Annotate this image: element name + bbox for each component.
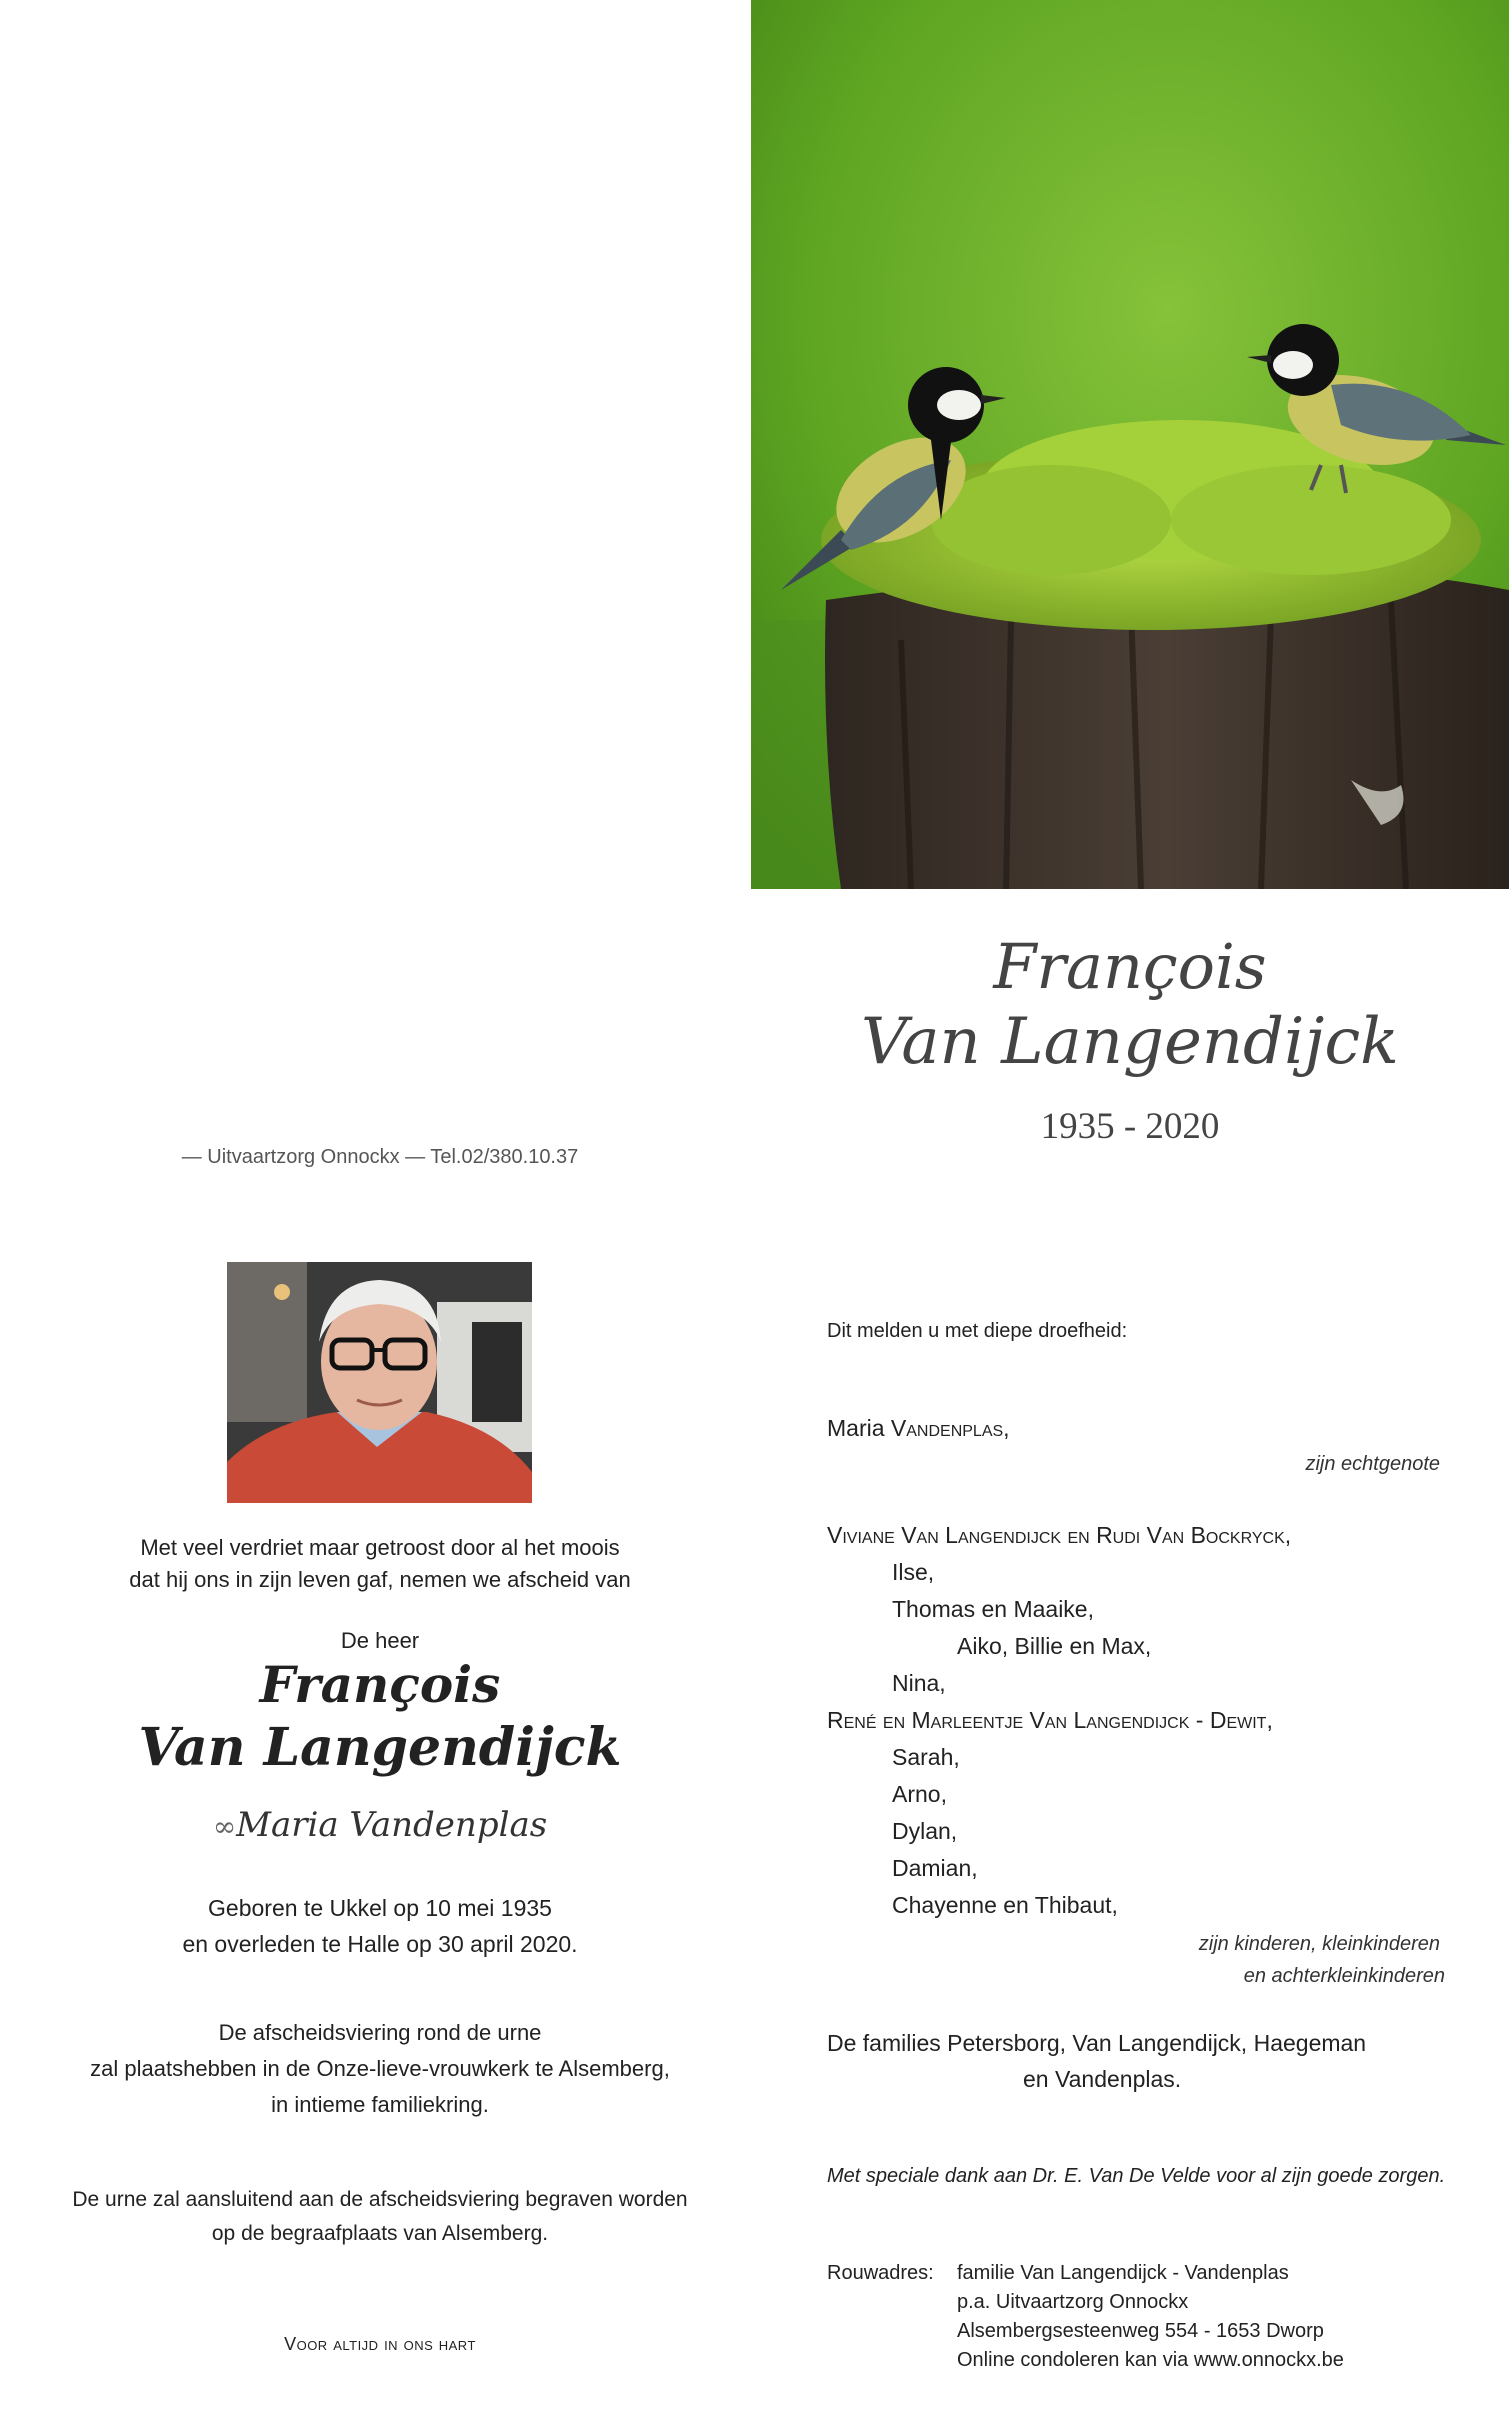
cover-years: 1935 - 2020 xyxy=(1040,1106,1220,1147)
honorific: De heer xyxy=(340,1628,420,1653)
ceremony-line-1: De afscheidsviering rond de urne xyxy=(218,2020,542,2045)
forever-in-our-hearts: Voor altijd in ons hart xyxy=(284,2334,476,2354)
family-line: Dylan, xyxy=(892,1818,958,1844)
burial-text xyxy=(40,2183,720,2251)
families-line-1: De families Petersborg, Van Langendijck, Haegeman xyxy=(827,2030,1367,2056)
family-line: Nina, xyxy=(892,1670,946,1696)
wedding-rings-icon: ∞ xyxy=(212,1810,237,1843)
inner-last-name: Van Langendijck xyxy=(138,1717,622,1778)
burial-line-1: De urne zal aansluitend aan de afscheidsviering begraven worden xyxy=(72,2188,688,2211)
funeral-home-credit: — Uitvaartzorg Onnockx — Tel.02/380.10.37 xyxy=(181,1146,579,1168)
address-line-4: Online condoleren kan via www.onnockx.be xyxy=(957,2349,1344,2371)
portrait-photo xyxy=(227,1262,532,1503)
ceremony-line-2: zal plaatshebben in de Onze-lieve-vrouwkerk te Alsemberg, xyxy=(90,2056,670,2081)
family-line: Chayenne en Thibaut, xyxy=(892,1892,1118,1918)
burial-line-2: op de begraafplaats van Alsemberg. xyxy=(211,2222,549,2245)
spouse-first-name: Maria xyxy=(827,1415,891,1441)
cover-photo xyxy=(751,0,1509,889)
family-line: Viviane Van Langendijck en Rudi Van Bockryck, xyxy=(827,1522,1292,1548)
spouse-role: zijn echtgenote xyxy=(1305,1453,1440,1475)
ceremony-line-3: in intieme familiekring. xyxy=(271,2092,489,2117)
portrait-illustration xyxy=(227,1262,532,1503)
family-line: Arno, xyxy=(892,1781,947,1807)
death-line: en overleden te Halle op 30 april 2020. xyxy=(182,1931,578,1957)
family-role-line-1: zijn kinderen, kleinkinderen xyxy=(1198,1933,1440,1955)
family-role-line-2: en achterkleinkinderen xyxy=(1243,1965,1445,1987)
thanks-line: Met speciale dank aan Dr. E. Van De Velde voor al zijn goede zorgen. xyxy=(827,2165,1446,2187)
cover-first-name: François xyxy=(993,930,1267,1003)
families-line-2: en Vandenplas. xyxy=(1023,2066,1182,2092)
birds-on-mossy-stump-illustration xyxy=(751,0,1509,889)
spouse-last-name: Vandenplas xyxy=(890,1415,1004,1441)
inner-first-name: François xyxy=(259,1655,501,1714)
announcement-line: Dit melden u met diepe droefheid: xyxy=(827,1320,1128,1342)
birth-death-text xyxy=(40,1890,720,1962)
address-line-1: familie Van Langendijck - Vandenplas xyxy=(957,2262,1289,2284)
family-line: Thomas en Maaike, xyxy=(892,1596,1094,1622)
address-line-2: p.a. Uitvaartzorg Onnockx xyxy=(957,2291,1189,2313)
birth-line: Geboren te Ukkel op 10 mei 1935 xyxy=(208,1895,552,1921)
intro-line-1: Met veel verdriet maar getroost door al het moois xyxy=(140,1535,620,1560)
spouse-block: Maria Vandenplas, xyxy=(827,1415,1010,1441)
address-line-3: Alsembergsesteenweg 554 - 1653 Dworp xyxy=(957,2320,1324,2342)
cover-last-name: Van Langendijck xyxy=(861,1005,1399,1079)
family-line: René en Marleentje Van Langendijck - Dewit, xyxy=(827,1707,1273,1733)
family-line: Aiko, Billie en Max, xyxy=(957,1633,1152,1659)
ceremony-text xyxy=(40,2015,720,2123)
intro-text xyxy=(40,1532,720,1596)
address-label: Rouwadres: xyxy=(827,2262,934,2284)
family-line: Damian, xyxy=(892,1855,978,1881)
family-line: Ilse, xyxy=(892,1559,935,1585)
family-line: Sarah, xyxy=(892,1744,960,1770)
intro-line-2: dat hij ons in zijn leven gaf, nemen we afscheid van xyxy=(129,1567,631,1592)
spouse-line xyxy=(40,1805,720,1845)
spouse-name: Maria Vandenplas xyxy=(236,1805,548,1845)
